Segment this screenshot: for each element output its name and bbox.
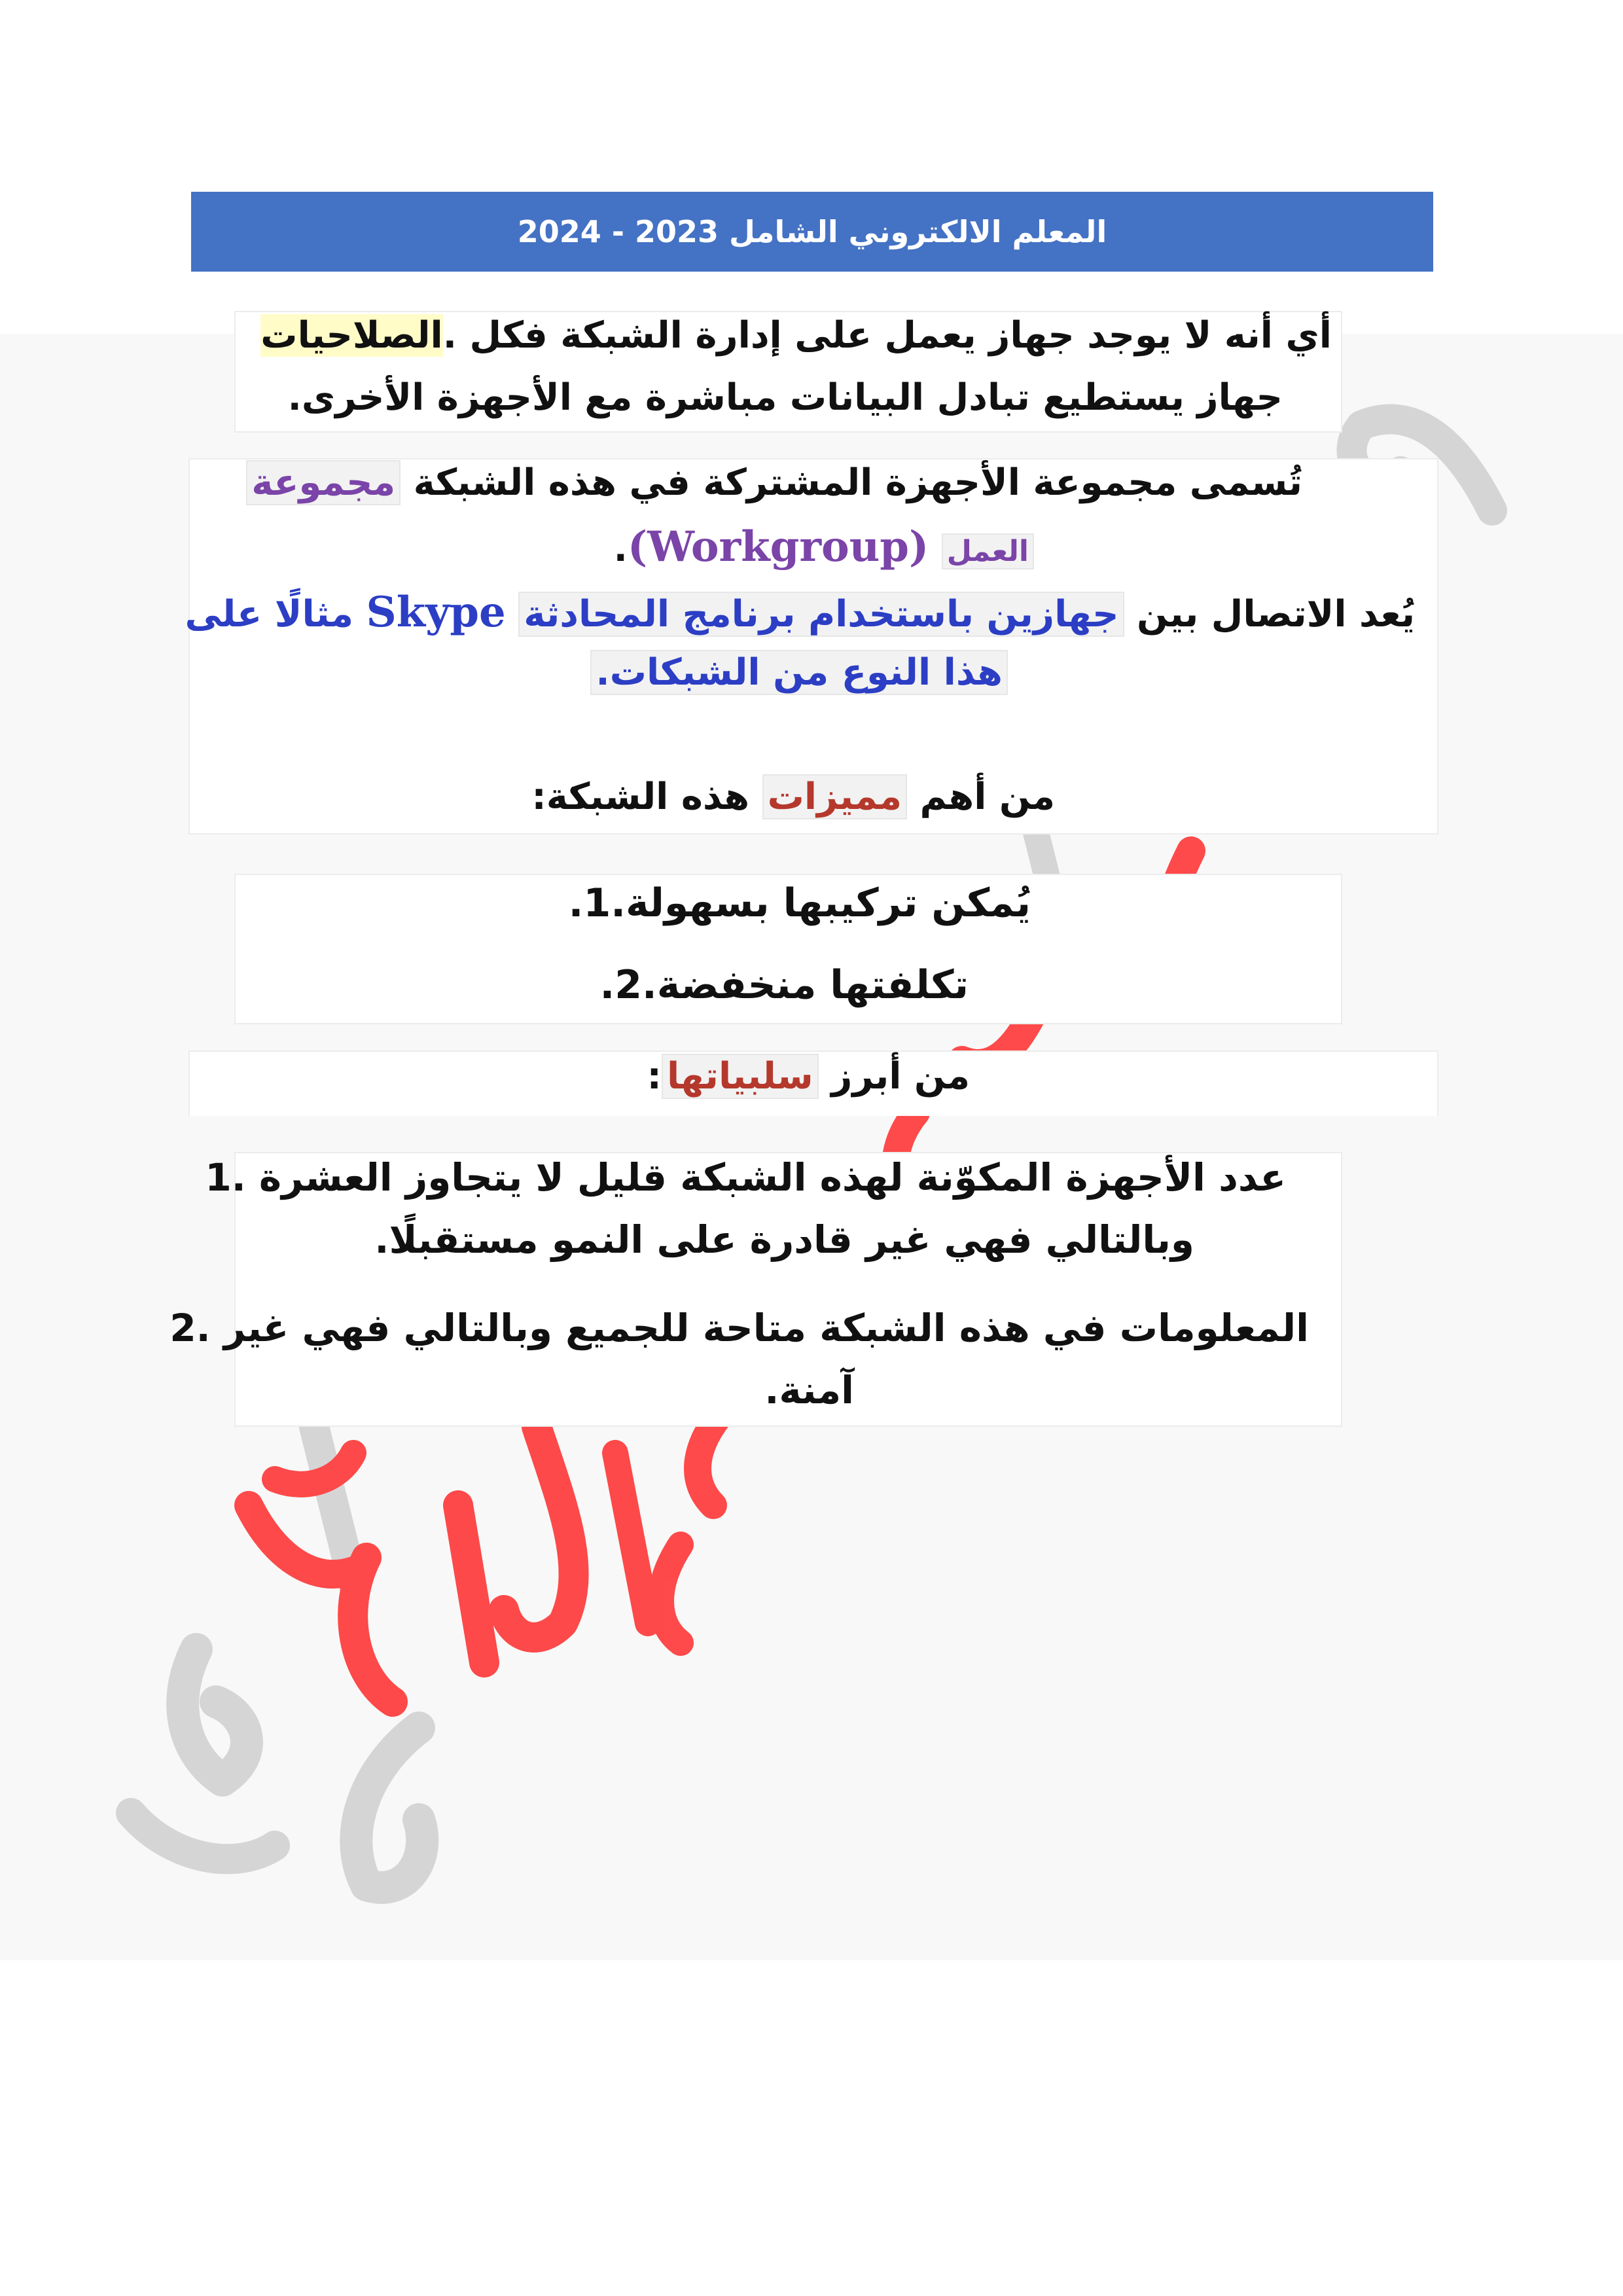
advantages-heading [531,776,1055,818]
workgroup-english-term: (Workgroup) [627,522,929,571]
disadvantage-item-1-line-2: وبالتالي فهي غير قادرة على النمو مستقبلًا. [374,1217,1194,1262]
advantage-item-1: يُمكن تركيبها بسهولة.1. [568,880,1031,926]
disadvantage-item-2-line-1: المعلومات في هذه الشبكة متاحة للجميع وبالتالي فهي غير .2 [169,1306,1309,1350]
advantages-heading-prefix: من أهم [919,776,1055,818]
header-title: المعلم الالكتروني الشامل 2023 - 2024 [517,214,1107,249]
skype-line1-suffix: مثالًا على [185,593,354,636]
workgroup-line2-suffix: . [613,528,628,570]
skype-line1-prefix: يُعد الاتصال بين [1137,593,1415,636]
workgroup-line1-prefix: تُسمى مجموعة الأجهزة المشتركة في هذه الشبكة [413,461,1302,504]
intro-highlight-permissions: الصلاحيات [260,314,443,357]
intro-line-1 [260,314,1332,357]
disadvantages-heading [647,1055,970,1098]
disadvantage-item-1-line-1: عدد الأجهزة المكوّنة لهذه الشبكة قليل لا يتجاوز العشرة .1 [205,1155,1286,1200]
skype-app-name: Skype [366,588,506,637]
disadvantages-heading-suffix: : [647,1055,662,1098]
header-banner [191,192,1433,272]
workgroup-line-1 [246,461,1302,504]
intro-line1-prefix: أي أنه لا يوجد جهاز يعمل على إدارة الشبكة فكل . [442,314,1332,357]
workgroup-term-part2: العمل [942,533,1034,569]
skype-term: جهازين باستخدام برنامج المحادثة [518,592,1124,637]
workgroup-term-part1: مجموعة [246,460,401,505]
skype-line-2 [590,651,1008,694]
disadvantage-item-2-line-2: آمنة. [764,1368,854,1412]
advantage-item-2: تكلفتها منخفضة.2. [599,962,969,1008]
skype-line-1 [185,588,1416,637]
intro-line2-text: جهاز يستطيع تبادل البيانات مباشرة مع الأجهزة الأخرى. [287,376,1283,419]
advantages-heading-term: مميزات [762,774,907,819]
intro-line-2 [288,376,1283,419]
workgroup-line-2 [614,522,1034,571]
disadvantages-heading-term: سلبياتها [662,1054,819,1099]
disadvantages-heading-prefix: من أبرز [831,1055,970,1098]
advantages-heading-suffix: هذه الشبكة: [531,776,750,818]
skype-line2-text: هذا النوع من الشبكات. [590,650,1008,695]
